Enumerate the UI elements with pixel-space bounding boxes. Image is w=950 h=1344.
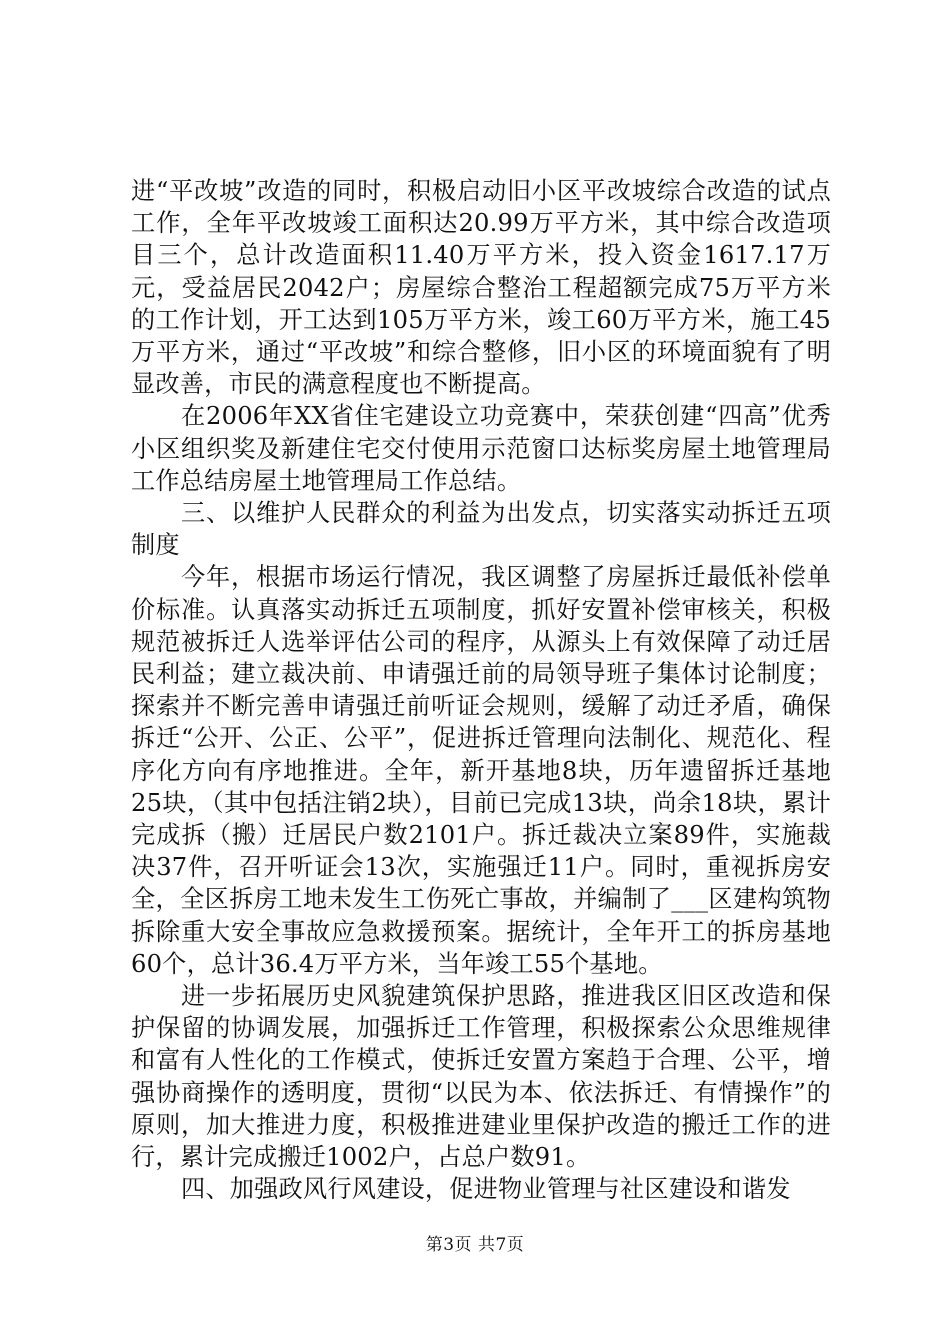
section-heading-3: 三、以维护人民群众的利益为出发点，切实落实动拆迁五项制度 — [131, 499, 831, 560]
paragraph-4: 今年，根据市场运行情况，我区调整了房屋拆迁最低补偿单价标准。认真落实动拆迁五项制度，抓好安置补偿审核关，积极规范被拆迁人选举评估公司的程序，从源头上有效保障了动迁居民利益；建立裁决前、申请强迁前的局领导班子集体讨论制度；探索并不断完善申请强迁前听证会规则，缓解了动迁矛盾，确保拆迁“公开、公正、公平”，促进拆迁管理向法制化、规范化、程序化方向有序地推进。全年，新开基地8块，历年遗留拆迁基地25块，（其中包括注销2块），目前已完成13块，尚余18块，累计完成拆（搬）迁居民户数2101户。拆迁裁决立案89件，实施裁决37件，召开听证会13次，实施强迁11户。同时，重视拆房安全，全区拆房工地未发生工伤死亡事故，并编制了___区建构筑物拆除重大安全事故应急救援预案。据统计，全年开工的拆房基地60个，总计36.4万平方米，当年竣工55个基地。 — [131, 563, 831, 978]
paragraph-5: 进一步拓展历史风貌建筑保护思路，推进我区旧区改造和保护保留的协调发展，加强拆迁工作管理，积极探索公众思维规律和富有人性化的工作模式，使拆迁安置方案趋于合理、公平，增强协商操作的透明度，贯彻“以民为本、依法拆迁、有情操作”的原则，加大推进力度，积极推进建业里保护改造的搬迁工作的进行，累计完成搬迁1002户，占总户数91。 — [131, 982, 831, 1172]
paragraph-1: 进“平改坡”改造的同时，积极启动旧小区平改坡综合改造的试点工作，全年平改坡竣工面积达20.99万平方米，其中综合改造项目三个，总计改造面积11.40万平方米，投入资金1617.17万元，受益居民2042户；房屋综合整治工程超额完成75万平方米的工作计划，开工达到105万平方米，竣工60万平方米，施工45万平方米，通过“平改坡”和综合整修，旧小区的环境面貌有了明显改善，市民的满意程度也不断提高。 — [131, 177, 831, 399]
page-number-footer: 第3页 共7页 — [425, 1235, 525, 1255]
paragraph-2: 在2006年XX省住宅建设立功竞赛中，荣获创建“四高”优秀小区组织奖及新建住宅交付使用示范窗口达标奖房屋土地管理局工作总结房屋土地管理局工作总结。 — [131, 402, 831, 495]
section-heading-4: 四、加强政风行风建设，促进物业管理与社区建设和谐发 — [181, 1175, 791, 1204]
document-body — [131, 175, 831, 1206]
